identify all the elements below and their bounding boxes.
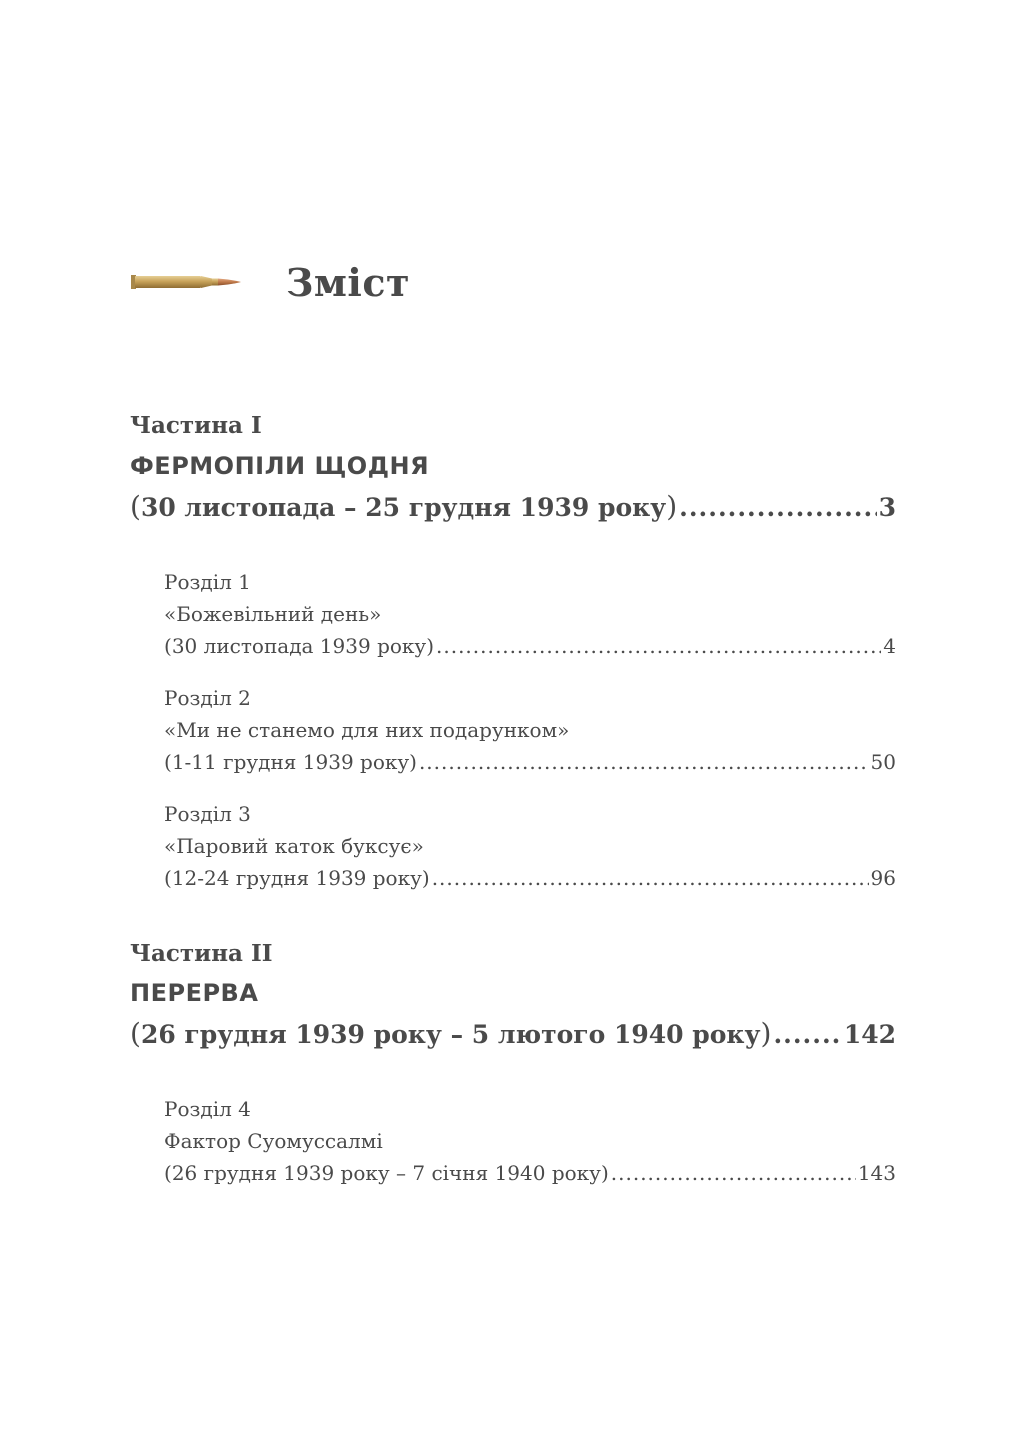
chapter-date-range: 12-24 грудня 1939 року: [171, 866, 422, 890]
part-title: ФЕРМОПІЛИ ЩОДНЯ: [130, 452, 430, 480]
part-date-range: 30 листопада – 25 грудня 1939 року: [140, 493, 667, 522]
chapter-date-range: 26 грудня 1939 року – 7 січня 1940 року: [171, 1161, 601, 1185]
chapter-entry[interactable]: ( 26 грудня 1939 року – 7 січня 1940 року ) ..... 143: [164, 1161, 896, 1185]
part-entry[interactable]: ( 30 листопада – 25 грудня 1939 року ) ..... 3: [130, 490, 896, 523]
page-number: 4: [883, 634, 896, 658]
chapter-entry[interactable]: ( 1-11 грудня 1939 року ) ..... 50: [164, 750, 896, 774]
page-number: 96: [870, 866, 896, 890]
bullet-icon: [130, 270, 242, 294]
chapter-title: «Божевільний день»: [164, 602, 382, 626]
chapter-label: Розділ 3: [164, 802, 251, 826]
dot-leader: [611, 1161, 856, 1185]
chapter-title: Фактор Суомуссалмі: [164, 1129, 383, 1153]
dot-leader: [436, 634, 881, 658]
page-number: 142: [843, 1020, 896, 1049]
dot-leader: [773, 1020, 841, 1049]
page-number: 3: [878, 493, 896, 522]
page-title: Зміст: [286, 259, 411, 305]
chapter-title: «Паровий каток буксує»: [164, 834, 424, 858]
part-title: ПЕРЕРВА: [130, 979, 259, 1007]
dot-leader: [432, 866, 869, 890]
part-label: Частина II: [130, 940, 273, 967]
chapter-entry[interactable]: ( 30 листопада 1939 року ) ..... 4: [164, 634, 896, 658]
part-label: Частина I: [130, 412, 262, 439]
part-date-range: 26 грудня 1939 року – 5 лютого 1940 року: [140, 1020, 761, 1049]
chapter-date-range: 1-11 грудня 1939 року: [171, 750, 410, 774]
page-number: 50: [870, 750, 896, 774]
page-number: 143: [857, 1161, 896, 1185]
dot-leader: [679, 493, 876, 522]
chapter-entry[interactable]: ( 12-24 грудня 1939 року ) ..... 96: [164, 866, 896, 890]
chapter-label: Розділ 4: [164, 1097, 251, 1121]
dot-leader: [419, 750, 869, 774]
chapter-title: «Ми не станемо для них подарунком»: [164, 718, 570, 742]
chapter-label: Розділ 2: [164, 686, 251, 710]
chapter-date-range: 30 листопада 1939 року: [171, 634, 427, 658]
chapter-label: Розділ 1: [164, 570, 251, 594]
toc-heading: [130, 252, 410, 312]
part-entry[interactable]: ( 26 грудня 1939 року – 5 лютого 1940 року ) ..... 142: [130, 1017, 896, 1050]
